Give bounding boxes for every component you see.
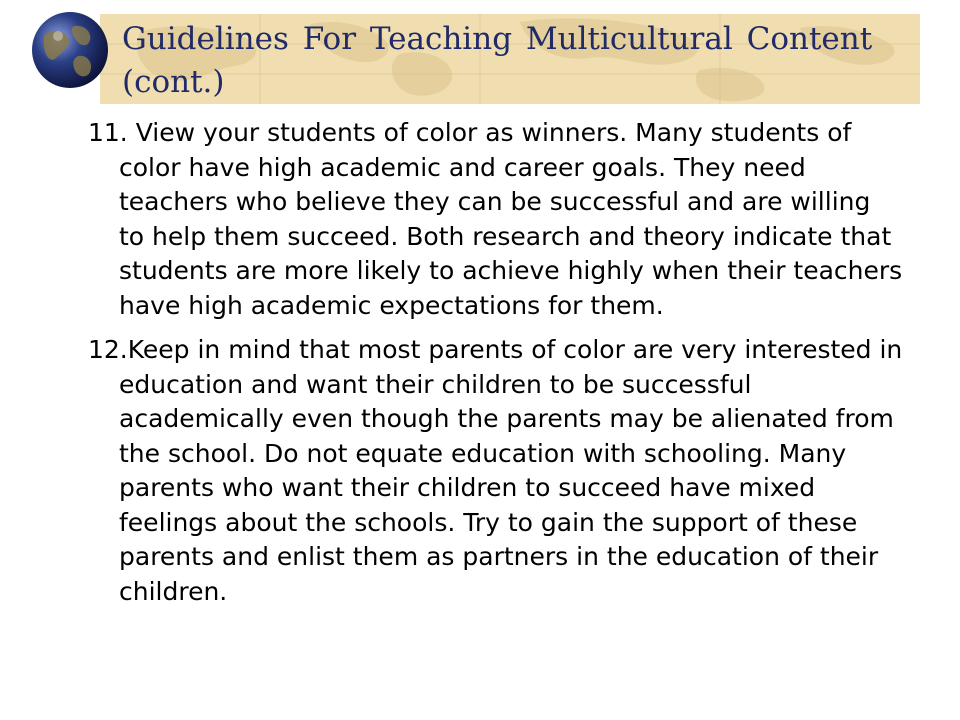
slide-title: Guidelines For Teaching Multicultural Content (cont.) bbox=[122, 21, 873, 100]
guideline-item-11: 11. View your students of color as winners. Many students of color have high academic and career goals. They need teachers who believe they can be successful and are willing to help them succeed. Both research and theory indicate that students are more likely to achieve highly when their teachers have high academic expectations for them. bbox=[88, 118, 903, 320]
globe-icon bbox=[30, 10, 110, 90]
guideline-item-12: 12.Keep in mind that most parents of color are very interested in education and want their children to be successful academically even though the parents may be alienated from the school. Do not equate education with schooling. Many parents who want their children to succeed have mixed feelings about the schools. Try to gain the support of these parents and enlist them as partners in the education of their children. bbox=[88, 335, 903, 606]
guideline-list bbox=[88, 116, 903, 619]
